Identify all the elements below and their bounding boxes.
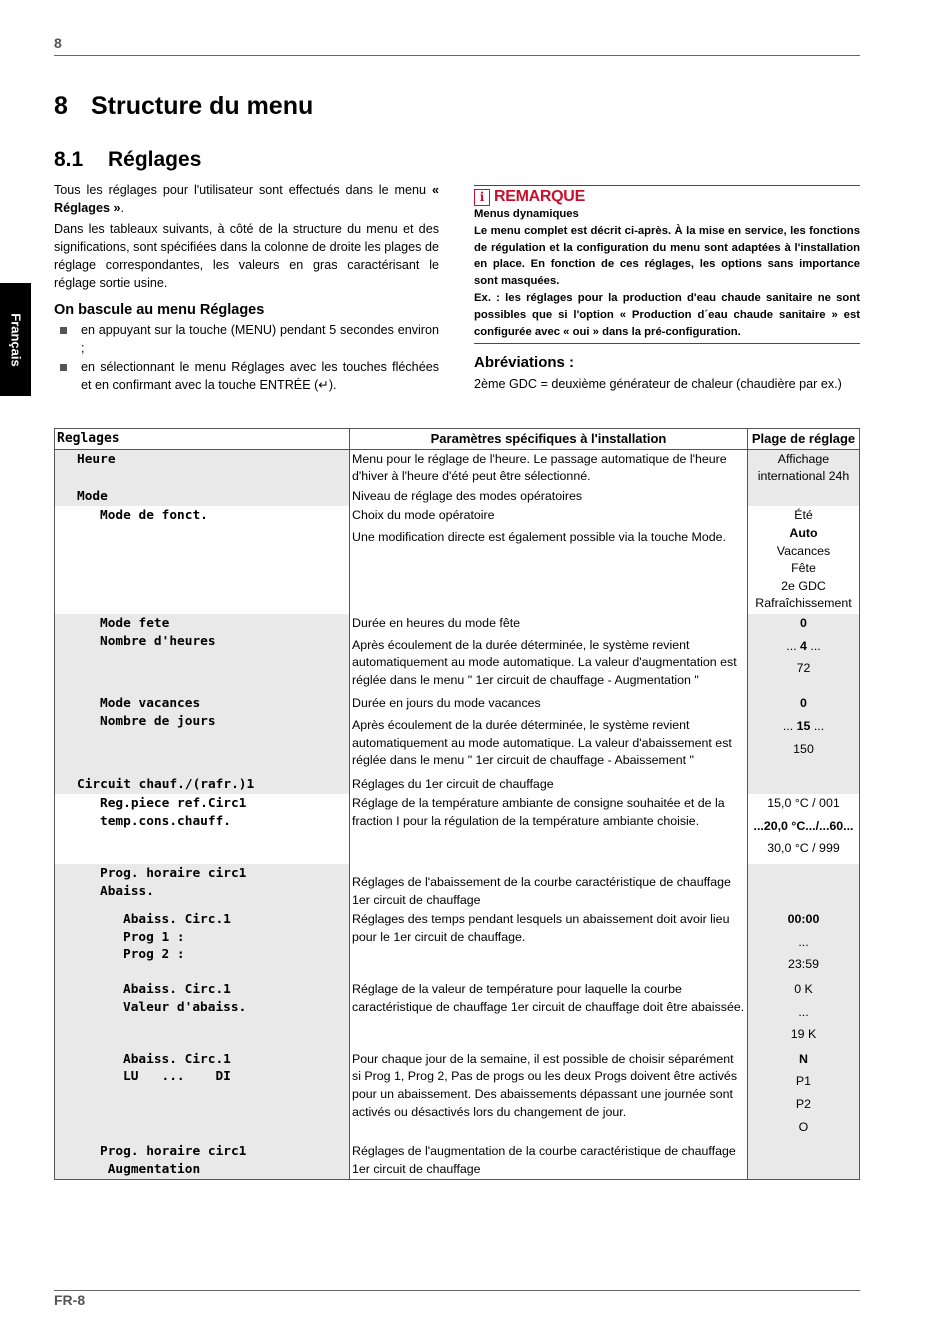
range-option: P1 [795, 1074, 812, 1089]
menu-line: Prog. horaire circ1 [100, 1144, 247, 1160]
table-row [55, 487, 860, 507]
range-option-default: Auto [789, 525, 818, 540]
range-default-value: 4 [800, 638, 807, 653]
menu-line: Nombre d'heures [100, 633, 216, 649]
range-ellipsis: ... [798, 1004, 809, 1019]
setting-range [748, 794, 860, 864]
range-ellipsis: ... [782, 718, 797, 733]
menu-entry: Mode [55, 487, 350, 507]
table-row [55, 910, 860, 980]
param-description: Menu pour le réglage de l'heure. Le passage automatique de l'heure d'hiver à l'heure d'été peut être sélectionné. [350, 449, 748, 487]
range-option: Vacances [776, 543, 831, 558]
range-option: O [798, 1119, 809, 1134]
range-max: 23:59 [787, 957, 819, 972]
table-row [55, 614, 860, 694]
range-default [750, 718, 857, 736]
range-max: 150 [793, 741, 814, 756]
switch-menu-title: On bascule au menu Réglages [54, 302, 265, 319]
section-title [54, 148, 201, 172]
remark-title: REMARQUE [494, 188, 585, 205]
param-description: Réglage de la valeur de température pour laquelle la courbe caractéristique de chauffage 1er circuit de chauffage doit être abaissée. [350, 980, 748, 1050]
header-range: Plage de réglage [748, 429, 860, 450]
param-description [350, 864, 748, 910]
menu-entry [55, 694, 350, 774]
menu-structure-table [54, 428, 860, 1180]
menu-line: Nombre de jours [100, 713, 216, 729]
setting-range [748, 775, 860, 795]
remark-text-2: Ex. : les réglages pour la production d'eau chaude sanitaire ne sont possibles que si l'option « Production d´eau chaude sanitaire » est configurée avec « oui » dans la pré-configuration. [474, 291, 860, 338]
param-description: Réglages de l'augmentation de la courbe caractéristique de chauffage 1er circuit de chauffage [350, 1142, 748, 1180]
range-min: 15,0 °C / 001 [767, 796, 840, 811]
intro-period: . [120, 200, 124, 215]
description-line: Réglages de l'abaissement de la courbe caractéristique de chauffage 1er circuit de chauffage [352, 875, 731, 907]
param-description: Réglage de la température ambiante de consigne souhaitée et de la fraction I pour la régulation de la température ambiante choisie. [350, 794, 748, 864]
range-max: 19 K [790, 1027, 817, 1042]
remark-box [474, 185, 860, 344]
param-description: Pour chaque jour de la semaine, il est possible de choisir séparément si Prog 1, Prog 2, Pas de progs ou les deux Progs doivent être activés pour un abaissement. Des abaissements dépassant une journée sont activés ou désactivés lors du changement de jour. [350, 1050, 748, 1142]
remark-text-1: Le menu complet est décrit ci-après. À la mise en service, les fonctions de régulation et la configuration du menu sont adaptées à l'installation en place. En fonction de ces réglages, les options sans importance sont masquées. [474, 224, 860, 288]
abbreviations-text: 2ème GDC = deuxième générateur de chaleur (chaudière par ex.) [474, 377, 842, 391]
menu-line: Prog 2 : [123, 947, 185, 963]
footer-rule [54, 1290, 860, 1291]
range-default [750, 638, 857, 656]
setting-range [748, 864, 860, 910]
setting-range [748, 1142, 860, 1180]
chapter-title [54, 92, 313, 121]
setting-range [748, 910, 860, 980]
menu-entry [55, 1050, 350, 1142]
range-ellipsis: ... [798, 934, 809, 949]
setting-range [748, 694, 860, 774]
param-description [350, 614, 748, 694]
menu-entry [55, 1142, 350, 1180]
list-item [54, 359, 439, 394]
table-row [55, 775, 860, 795]
range-ellipsis: ... [786, 638, 801, 653]
param-description: Réglages du 1er circuit de chauffage [350, 775, 748, 795]
menu-entry [55, 864, 350, 910]
menu-line: temp.cons.chauff. [100, 813, 231, 829]
description-line: Après écoulement de la durée déterminée, le système revient automatiquement au mode automatique. La valeur d'abaissement est réglée dans le menu " 1er circuit de chauffage - Abaissement " [352, 717, 732, 768]
language-side-tab [0, 283, 31, 396]
range-option-default: N [799, 1051, 808, 1066]
range-default: ...20,0 °C.../...60... [753, 818, 854, 833]
menu-entry [55, 910, 350, 980]
intro-paragraph-1 [54, 182, 439, 217]
menu-line: Abaiss. Circ.1 [123, 1051, 231, 1067]
param-description [350, 694, 748, 774]
description-line: Choix du mode opératoire [352, 508, 495, 523]
description-line: Après écoulement de la durée déterminée, le système revient automatiquement au mode automatique. La valeur d'augmentation est réglée dans le menu " 1er circuit de chauffage - Augmentation " [352, 637, 737, 687]
menu-line: Reg.piece ref.Circ1 [100, 796, 247, 812]
range-max: 72 [796, 661, 811, 676]
menu-line: Prog. horaire circ1 [100, 866, 247, 882]
header-params: Paramètres spécifiques à l'installation [350, 429, 748, 450]
intro-column [54, 182, 439, 397]
square-bullet-icon [60, 364, 67, 371]
description-line: Durée en heures du mode fête [352, 615, 521, 630]
chapter-number: 8 [54, 92, 68, 120]
menu-line: Abaiss. [100, 883, 154, 899]
table-row [55, 980, 860, 1050]
table-row [55, 794, 860, 864]
menu-entry: Circuit chauf./(rafr.)1 [55, 775, 350, 795]
range-ellipsis: ... [810, 718, 825, 733]
range-min: 0 [800, 615, 807, 630]
intro-menu-name: « Réglages » [54, 183, 439, 215]
range-ellipsis: ... [806, 638, 821, 653]
setting-range [748, 1050, 860, 1142]
menu-line: Abaiss. Circ.1 [123, 982, 231, 998]
range-option: 2e GDC [781, 578, 826, 593]
description-line: Une modification directe est également possible via la touche Mode. [352, 529, 726, 544]
setting-range [748, 614, 860, 694]
menu-entry [55, 794, 350, 864]
list-item-text: en appuyant sur la touche (MENU) pendant 5 secondes environ ; [81, 322, 439, 355]
table-row [55, 694, 860, 774]
description-line: Durée en jours du mode vacances [352, 696, 541, 711]
menu-entry [55, 614, 350, 694]
menu-line: Valeur d'abaiss. [123, 999, 247, 1015]
list-item-text: en sélectionnant le menu Réglages avec les touches fléchées et en confirmant avec la touche ENTRÉE (↵). [81, 360, 439, 393]
menu-line: Mode fete [100, 615, 170, 631]
table-header-row [55, 429, 860, 450]
switch-menu-list [54, 322, 439, 395]
header-menu: Reglages [55, 429, 350, 450]
square-bullet-icon [60, 327, 67, 334]
menu-line: Prog 1 : [123, 929, 185, 945]
range-min: 0 [800, 696, 807, 711]
menu-line: Mode vacances [100, 696, 201, 712]
section-title-text: Réglages [108, 148, 202, 171]
table-row [55, 506, 860, 614]
range-min: 00:00 [787, 912, 820, 927]
param-description [350, 506, 748, 614]
menu-line: Augmentation [100, 1161, 201, 1177]
info-icon: i [474, 189, 490, 206]
footer-page-label: FR-8 [54, 1292, 86, 1308]
range-option: P2 [795, 1097, 812, 1111]
menu-entry: Mode de fonct. [55, 506, 350, 614]
menu-line: LU ... DI [123, 1069, 231, 1085]
range-option: Été [794, 508, 813, 523]
table-row [55, 1050, 860, 1142]
setting-range: Affichage international 24h [748, 449, 860, 487]
table-row [55, 1142, 860, 1180]
list-item [54, 322, 439, 357]
range-max: 30,0 °C / 999 [767, 841, 840, 856]
remark-header [474, 185, 860, 206]
chapter-title-text: Structure du menu [91, 92, 314, 120]
param-description: Réglages des temps pendant lesquels un abaissement doit avoir lieu pour le 1er circuit de chauffage. [350, 910, 748, 980]
range-min: 0 K [794, 982, 813, 997]
abbreviations-title: Abréviations : [474, 354, 575, 371]
param-description: Niveau de réglage des modes opératoires [350, 487, 748, 507]
language-label: Français [8, 312, 23, 367]
range-default-value: 15 [796, 718, 811, 733]
setting-range [748, 980, 860, 1050]
menu-line: Abaiss. Circ.1 [123, 912, 231, 928]
intro-paragraph-2: Dans les tableaux suivants, à côté de la structure du menu et des significations, sont spécifiées dans la colonne de droite les plages de réglage correspondantes, les valeurs en gras caractérisant le réglage sortie usine. [54, 222, 439, 290]
table-row [55, 449, 860, 487]
remark-subtitle: Menus dynamiques [474, 208, 579, 220]
range-option: Rafraîchissement [755, 596, 852, 611]
menu-entry [55, 980, 350, 1050]
range-option: Fête [791, 561, 816, 576]
table-row [55, 864, 860, 910]
remark-body [474, 206, 860, 344]
section-number: 8.1 [54, 148, 84, 171]
setting-range [748, 487, 860, 507]
page-number-top: 8 [54, 35, 62, 51]
intro-text: Tous les réglages pour l'utilisateur sont effectués dans le menu [54, 183, 432, 197]
menu-entry: Heure [55, 449, 350, 487]
header-rule [54, 55, 860, 56]
setting-range [748, 506, 860, 614]
